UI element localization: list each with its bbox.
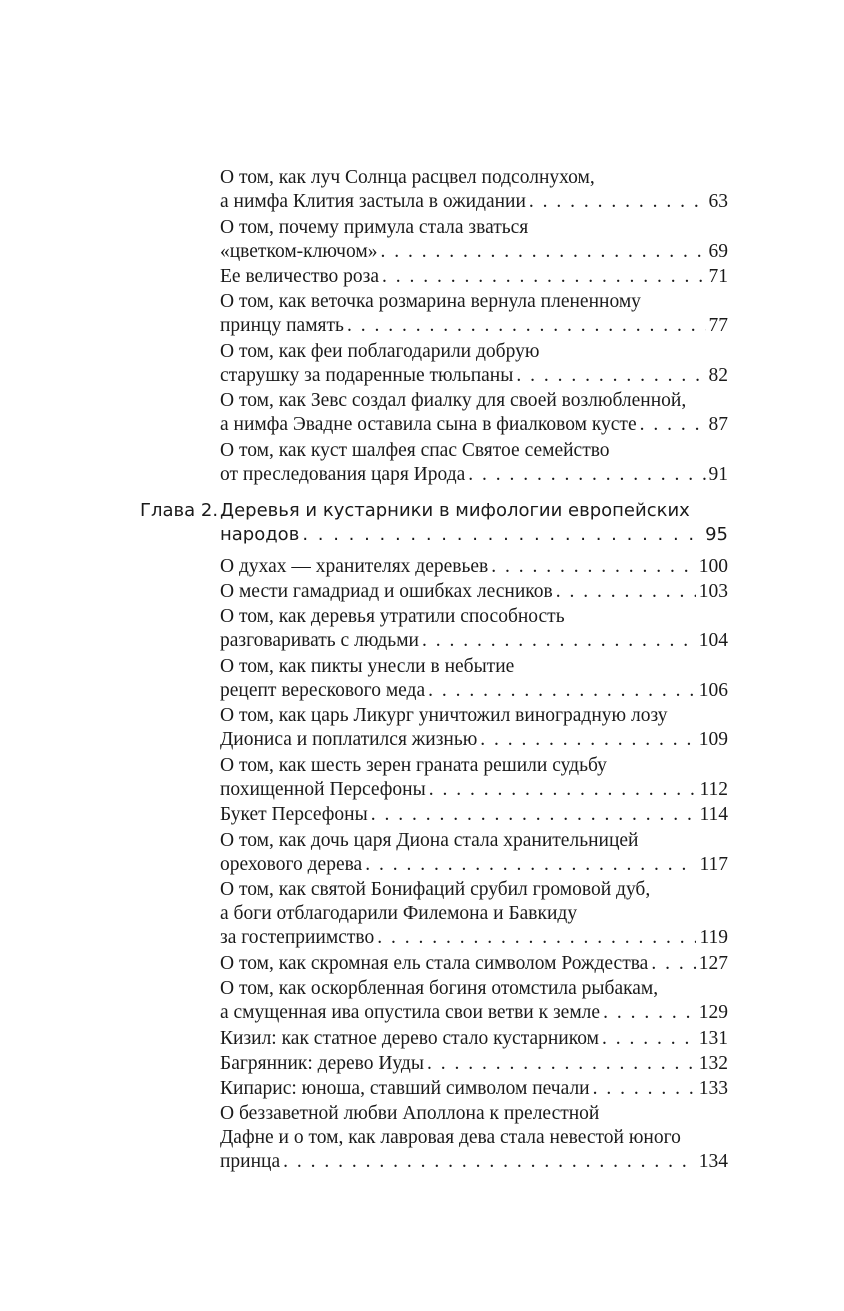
leader-dots: [640, 413, 706, 437]
page-number: 114: [699, 804, 728, 826]
toc-entry-line: а боги отблагодарили Филемона и Бавкиду: [220, 903, 578, 925]
toc-entry-last-line: [220, 555, 728, 579]
page-number: 91: [708, 463, 728, 485]
toc-entry-title: Ее величество роза: [220, 266, 380, 287]
toc-entry-line: О том, как пикты унесли в небытие: [220, 655, 515, 677]
toc-entry-line: О том, как Зевс создал фиалку для своей возлюбленной,: [220, 390, 687, 412]
toc-entry-title: Диониса и поплатился жизнью: [220, 729, 478, 751]
toc-entry: [220, 439, 728, 487]
toc-entry-last-line: [220, 1150, 728, 1174]
toc-entry-title: а нимфа Эвадне оставила сына в фиалковом кусте: [220, 414, 637, 436]
chapter-label: Глава 2.: [140, 500, 219, 521]
toc-entry-last-line: [220, 240, 728, 264]
toc-entry-title: принца: [220, 1151, 281, 1173]
toc-entry-title: Кипарис: юноша, ставший символом печали: [220, 1078, 590, 1099]
toc-entry-title: от преследования царя Ирода: [220, 463, 466, 485]
toc-entry-line: О том, как оскорбленная богиня отомстила рыбакам,: [220, 978, 659, 1000]
chapter-title: [220, 499, 728, 547]
chapter-title-last-line: [220, 523, 728, 547]
toc-entry-title: Букет Персефоны: [220, 804, 368, 826]
leader-dots: [302, 523, 702, 547]
toc-entry-line: О том, как шесть зерен граната решили судьбу: [220, 754, 607, 776]
toc-entry: [220, 555, 728, 579]
toc-entry-last-line: [220, 778, 728, 802]
toc-entry-title: за гостеприимство: [220, 927, 375, 949]
leader-dots: [651, 952, 695, 976]
page-number: 77: [708, 315, 728, 337]
toc-entry-title: О духах — хранителях деревьев: [220, 556, 489, 577]
toc-entry-title: а смущенная ива опустила свои ветви к земле: [220, 1002, 601, 1024]
toc-entry-title: похищенной Персефоны: [220, 778, 426, 800]
page-number: 131: [698, 1027, 728, 1049]
toc-entry-title: Кизил: как статное дерево стало кустарником: [220, 1027, 599, 1049]
toc-entry-last-line: [220, 1077, 728, 1101]
toc-entry-line: О том, как дочь царя Диона стала хранительницей: [220, 829, 639, 851]
leader-dots: [347, 314, 706, 338]
leader-dots: [491, 555, 696, 579]
toc-entry: [220, 1027, 728, 1051]
toc-entry: [220, 1052, 728, 1076]
page-number: 103: [698, 581, 728, 603]
toc-entry-last-line: [220, 463, 728, 487]
page-number: 71: [708, 266, 728, 287]
toc-entry: [220, 290, 728, 338]
toc-entry: [220, 878, 728, 950]
page-number: 100: [698, 556, 728, 577]
leader-dots: [429, 778, 697, 802]
leader-dots: [380, 240, 705, 264]
toc-entry-last-line: [220, 926, 728, 950]
toc-entry-title: Багрянник: дерево Иуды: [220, 1052, 424, 1074]
leader-dots: [593, 1077, 696, 1101]
toc-entry-last-line: [220, 413, 728, 437]
page-number: 119: [699, 927, 728, 949]
toc-entry-line: О том, как веточка розмарина вернула плененному: [220, 291, 641, 313]
toc-entry-title: принцу память: [220, 315, 344, 337]
toc-entry: [220, 389, 728, 437]
toc-entry-line: О том, как царь Ликург уничтожил виноградную лозу: [220, 705, 668, 727]
page-number: 106: [698, 679, 728, 701]
toc-entry-last-line: [220, 679, 728, 703]
leader-dots: [377, 926, 696, 950]
page-number: 82: [708, 364, 728, 386]
toc-entry: [220, 216, 728, 264]
chapter-title-line: Деревья и кустарники в мифологии европейских: [220, 500, 690, 521]
toc-entry-last-line: [220, 314, 728, 338]
leader-dots: [365, 853, 696, 877]
page-number: 63: [708, 191, 728, 212]
toc-entry: [220, 605, 728, 653]
toc-entry-line: Дафне и о том, как лавровая дева стала невестой юного: [220, 1127, 681, 1149]
toc-entry-title: рецепт верескового меда: [220, 679, 426, 701]
toc-entry-title: орехового дерева: [220, 853, 363, 875]
toc-entry-title: а нимфа Клития застыла в ожидании: [220, 191, 526, 212]
leader-dots: [468, 463, 705, 487]
toc-entry-line: О том, как святой Бонифаций срубил громовой дуб,: [220, 879, 651, 901]
leader-dots: [422, 629, 696, 653]
toc-entry-last-line: [220, 1001, 728, 1025]
toc-entry: [220, 580, 728, 604]
toc-entry-title: старушку за подаренные тюльпаны: [220, 364, 514, 386]
toc-entry: [220, 829, 728, 877]
page-number: 117: [699, 853, 728, 875]
leader-dots: [283, 1150, 696, 1174]
leader-dots: [371, 803, 697, 827]
page-number: 69: [708, 240, 728, 262]
toc-entry-title: О мести гамадриад и ошибках лесников: [220, 581, 553, 603]
toc-entry-line: О том, как феи поблагодарили добрую: [220, 340, 540, 362]
toc-entry-line: О том, как деревья утратили способность: [220, 606, 565, 628]
toc-entry-last-line: [220, 1027, 728, 1051]
toc-entry: [220, 340, 728, 388]
toc-entry: [220, 803, 728, 827]
toc-entry-title: «цветком-ключом»: [220, 240, 378, 262]
toc-entry: [220, 265, 728, 289]
toc-entry: [220, 166, 728, 214]
toc-entry-last-line: [220, 803, 728, 827]
leader-dots: [516, 364, 705, 388]
leader-dots: [556, 580, 696, 604]
page-number: 87: [708, 414, 728, 436]
toc-entry-last-line: [220, 364, 728, 388]
page-number: 134: [698, 1151, 728, 1173]
toc-entry-last-line: [220, 1052, 728, 1076]
toc-entry-line: О беззаветной любви Аполлона к прелестной: [220, 1103, 600, 1125]
chapter-title-text: народов: [220, 524, 300, 545]
toc-entry: [220, 1077, 728, 1101]
toc-entry: [220, 1102, 728, 1174]
page-number: 127: [698, 952, 728, 974]
toc-entry-line: О том, как куст шалфея спас Святое семейство: [220, 439, 610, 461]
page-number: 112: [699, 778, 728, 800]
toc-entry: [220, 977, 728, 1025]
toc-entry-last-line: [220, 629, 728, 653]
toc-entry-line: О том, почему примула стала зваться: [220, 216, 529, 238]
toc-entry: [220, 655, 728, 703]
toc-entry-last-line: [220, 580, 728, 604]
leader-dots: [603, 1001, 696, 1025]
toc-entry-title: О том, как скромная ель стала символом Рождества: [220, 952, 649, 974]
toc-entry-last-line: [220, 853, 728, 877]
page-number: 132: [698, 1052, 728, 1074]
leader-dots: [529, 190, 706, 214]
toc-entry: [220, 754, 728, 802]
leader-dots: [382, 265, 705, 289]
toc-entry-title: разговаривать с людьми: [220, 630, 419, 652]
page-number: 95: [705, 524, 728, 545]
leader-dots: [428, 679, 696, 703]
page-number: 129: [698, 1002, 728, 1024]
page-number: 104: [698, 630, 728, 652]
toc-entry-last-line: [220, 728, 728, 752]
toc-entry-last-line: [220, 952, 728, 976]
toc-entry-last-line: [220, 265, 728, 289]
leader-dots: [427, 1052, 696, 1076]
leader-dots: [480, 728, 695, 752]
toc-entry: [220, 952, 728, 976]
toc-entry-last-line: [220, 190, 728, 214]
toc-entry: [220, 704, 728, 752]
leader-dots: [602, 1027, 696, 1051]
page-number: 133: [698, 1078, 728, 1099]
toc-entry-line: О том, как луч Солнца расцвел подсолнухом,: [220, 167, 595, 188]
page-number: 109: [698, 729, 728, 751]
